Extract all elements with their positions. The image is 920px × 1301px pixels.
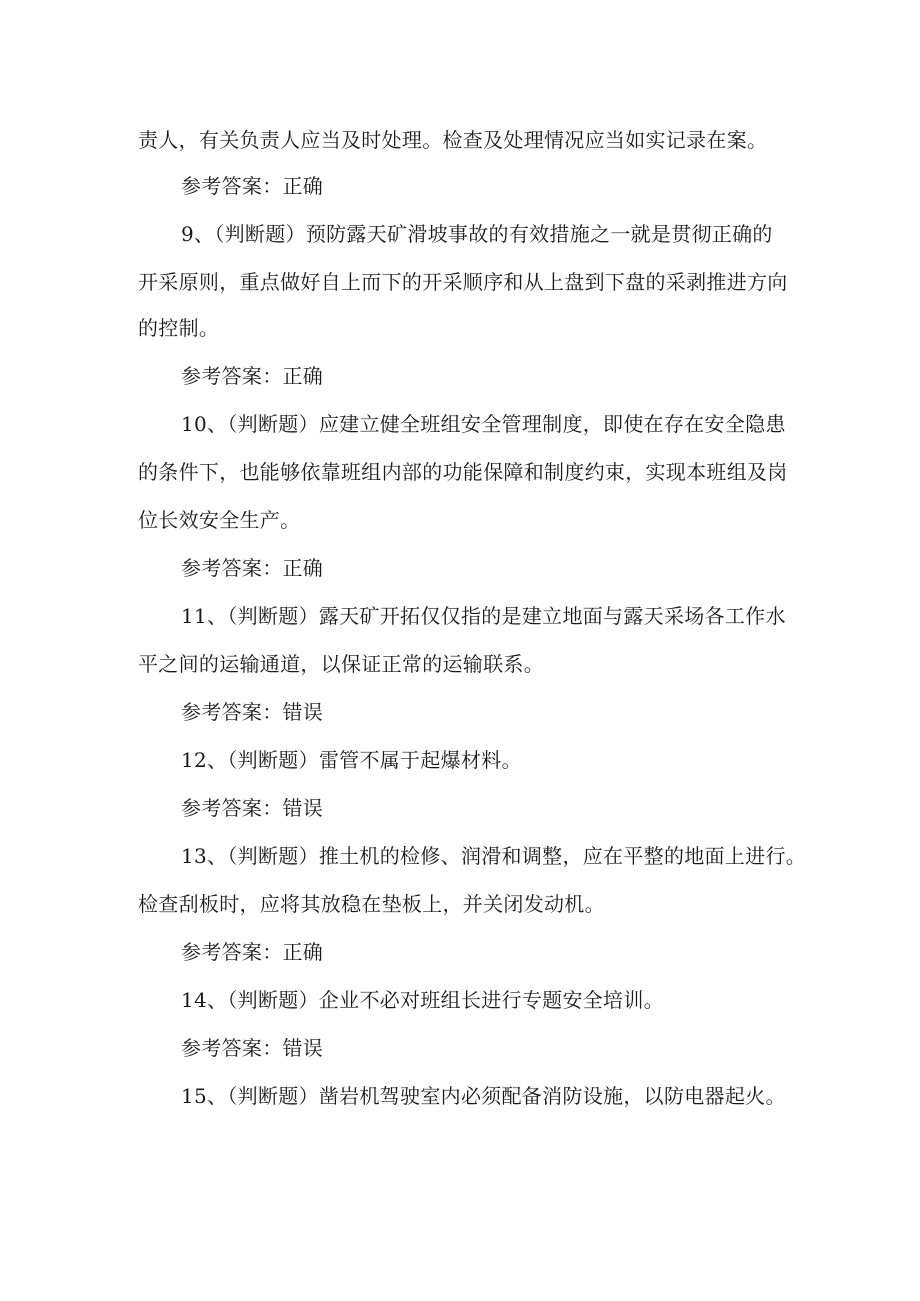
question-line: 12、（判断题）雷管不属于起爆材料。 xyxy=(181,748,522,772)
answer-line: 参考答案：错误 xyxy=(181,700,324,724)
question-line: 15、（判断题）凿岩机驾驶室内必须配备消防设施，以防电器起火。 xyxy=(181,1084,786,1108)
text-line: 平之间的运输通道，以保证正常的运输联系。 xyxy=(138,652,544,676)
question-line: 10、（判断题）应建立健全班组安全管理制度，即使在存在安全隐患 xyxy=(181,412,786,436)
answer-line: 参考答案：错误 xyxy=(181,796,324,820)
text-line: 位长效安全生产。 xyxy=(138,508,301,532)
question-line: 13、（判断题）推土机的检修、润滑和调整，应在平整的地面上进行。 xyxy=(181,844,807,868)
answer-line: 参考答案：正确 xyxy=(181,556,324,580)
answer-line: 参考答案：正确 xyxy=(181,940,324,964)
text-line: 的控制。 xyxy=(138,316,220,340)
text-line: 责人，有关负责人应当及时处理。检查及处理情况应当如实记录在案。 xyxy=(138,128,768,152)
answer-line: 参考答案：正确 xyxy=(181,364,324,388)
text-line: 开采原则，重点做好自上而下的开采顺序和从上盘到下盘的采剥推进方向 xyxy=(138,270,788,294)
question-line: 14、（判断题）企业不必对班组长进行专题安全培训。 xyxy=(181,988,664,1012)
answer-line: 参考答案：正确 xyxy=(181,174,324,198)
question-line: 9、（判断题）预防露天矿滑坡事故的有效措施之一就是贯彻正确的 xyxy=(181,222,773,246)
text-line: 的条件下，也能够依靠班组内部的功能保障和制度约束，实现本班组及岗 xyxy=(138,460,788,484)
text-line: 检查刮板时，应将其放稳在垫板上，并关闭发动机。 xyxy=(138,892,605,916)
question-line: 11、（判断题）露天矿开拓仅仅指的是建立地面与露天采场各工作水 xyxy=(181,604,786,628)
answer-line: 参考答案：错误 xyxy=(181,1036,324,1060)
